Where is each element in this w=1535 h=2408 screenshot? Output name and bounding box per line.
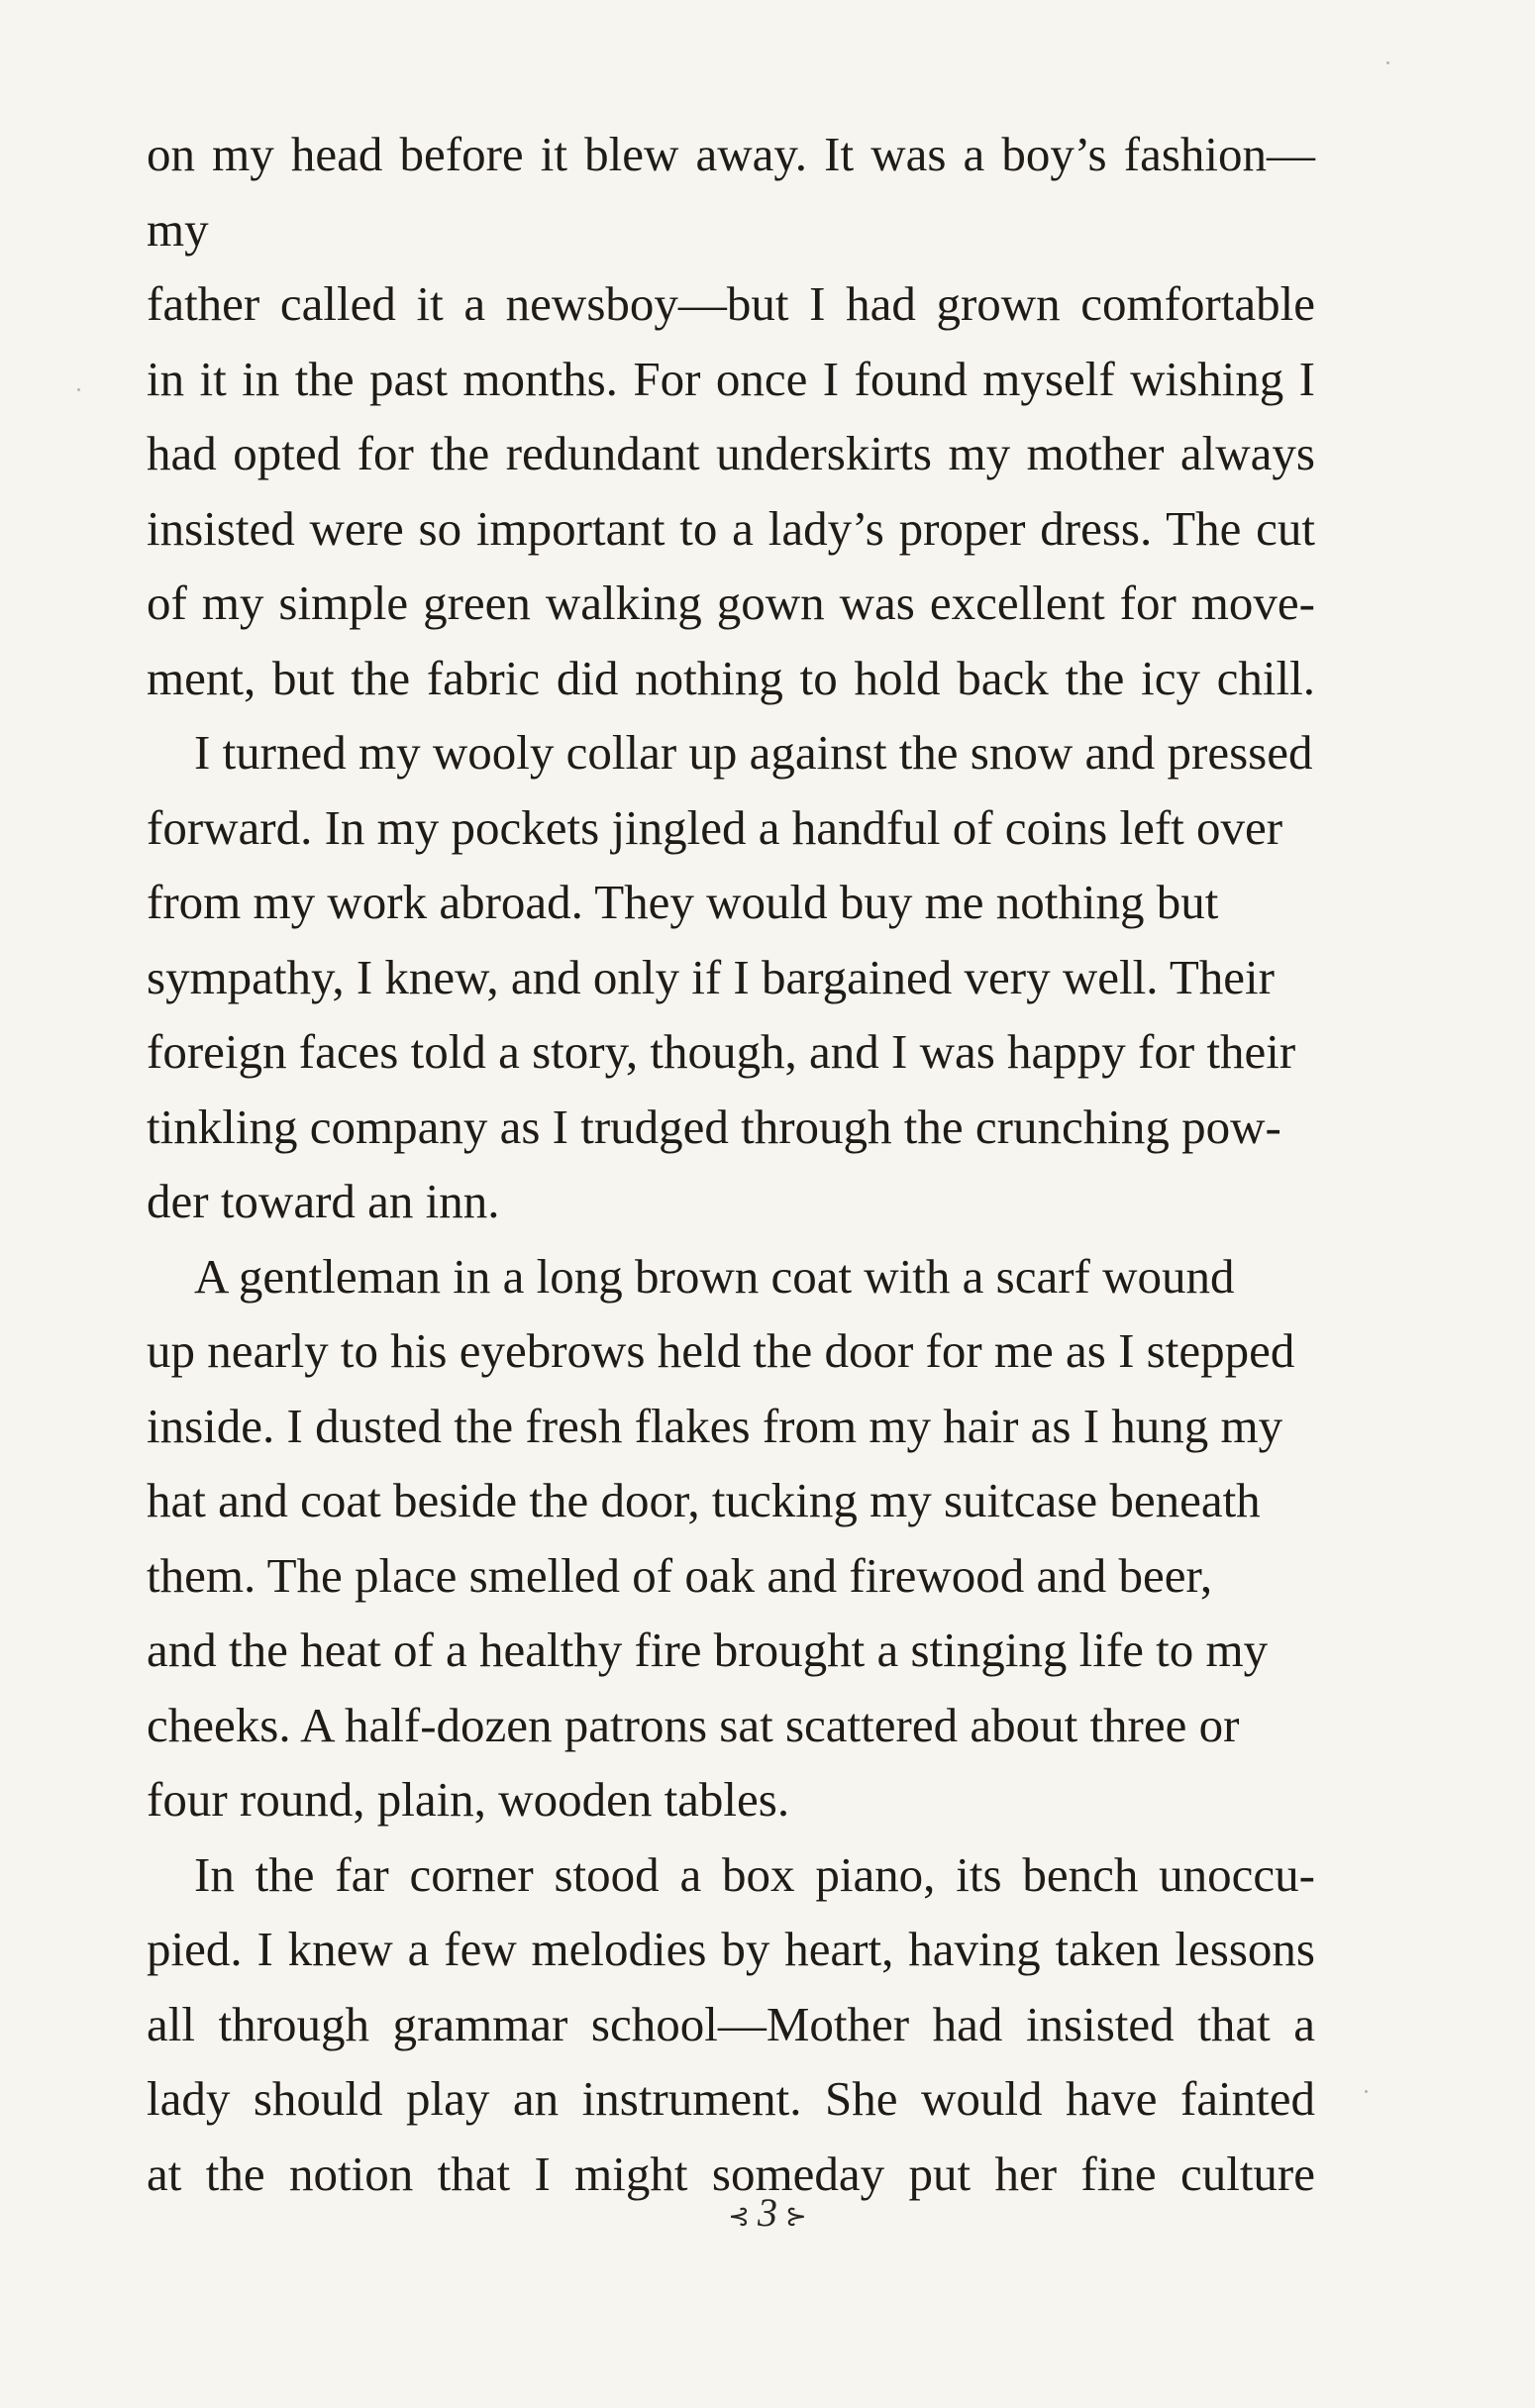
line: insisted were so important to a lady’s proper dress. The cut <box>147 500 1315 556</box>
scan-speck <box>1365 2090 1368 2093</box>
paragraph-2 <box>147 715 1315 1239</box>
page-number: 3 <box>758 2190 777 2235</box>
line: In the far corner stood a box piano, its bench unoccu- <box>194 1846 1315 1902</box>
paragraph-4 <box>147 1837 1315 2212</box>
line: in it in the past months. For once I found myself wishing I <box>147 351 1315 406</box>
line: inside. I dusted the fresh flakes from my hair as I hung my <box>147 1398 1283 1453</box>
line: tinkling company as I trudged through the crunching pow- <box>147 1099 1281 1154</box>
line: pied. I knew a few melodies by heart, having taken lessons <box>147 1922 1315 1976</box>
line: four round, plain, wooden tables. <box>147 1772 790 1827</box>
paragraph-3 <box>147 1239 1315 1837</box>
line: and the heat of a healthy fire brought a stinging life to my <box>147 1623 1269 1677</box>
line: der toward an inn. <box>147 1174 500 1228</box>
paragraph-1 <box>147 117 1315 715</box>
line: hat and coat beside the door, tucking my suitcase beneath <box>147 1473 1261 1527</box>
line: cheeks. A half-dozen patrons sat scattered about three or <box>147 1697 1240 1752</box>
line: on my head before it blew away. It was a boy’s fashion—my <box>147 127 1315 257</box>
body-text <box>147 117 1315 2211</box>
left-ornament-icon: ⊰ <box>728 2201 750 2231</box>
line: all through grammar school—Mother had insisted that a <box>147 1996 1315 2051</box>
line: had opted for the redundant underskirts my mother always <box>147 426 1315 480</box>
line: them. The place smelled of oak and firewood and beer, <box>147 1547 1213 1603</box>
line: up nearly to his eyebrows held the door for me as I stepped <box>147 1323 1295 1378</box>
line: of my simple green walking gown was excellent for move- <box>147 576 1315 630</box>
line: father called it a newsboy—but I had grown comfortable <box>147 276 1315 331</box>
scan-speck <box>77 388 80 391</box>
line: I turned my wooly collar up against the snow and pressed <box>194 725 1313 780</box>
scan-speck <box>1386 61 1389 64</box>
line: at the notion that I might someday put her fine culture <box>147 2146 1315 2201</box>
line: from my work abroad. They would buy me nothing but <box>147 875 1219 929</box>
right-ornament-icon: ⊱ <box>785 2201 807 2231</box>
line: sympathy, I knew, and only if I bargained very well. Their <box>147 949 1275 1004</box>
line: foreign faces told a story, though, and I was happy for their <box>147 1024 1296 1079</box>
line: A gentleman in a long brown coat with a scarf wound <box>194 1248 1235 1304</box>
line: ment, but the fabric did nothing to hold back the icy chill. <box>147 650 1315 705</box>
line: forward. In my pockets jingled a handful of coins left over <box>147 799 1283 855</box>
line: lady should play an instrument. She would have fainted <box>147 2071 1315 2126</box>
page-number-footer <box>0 2189 1535 2236</box>
